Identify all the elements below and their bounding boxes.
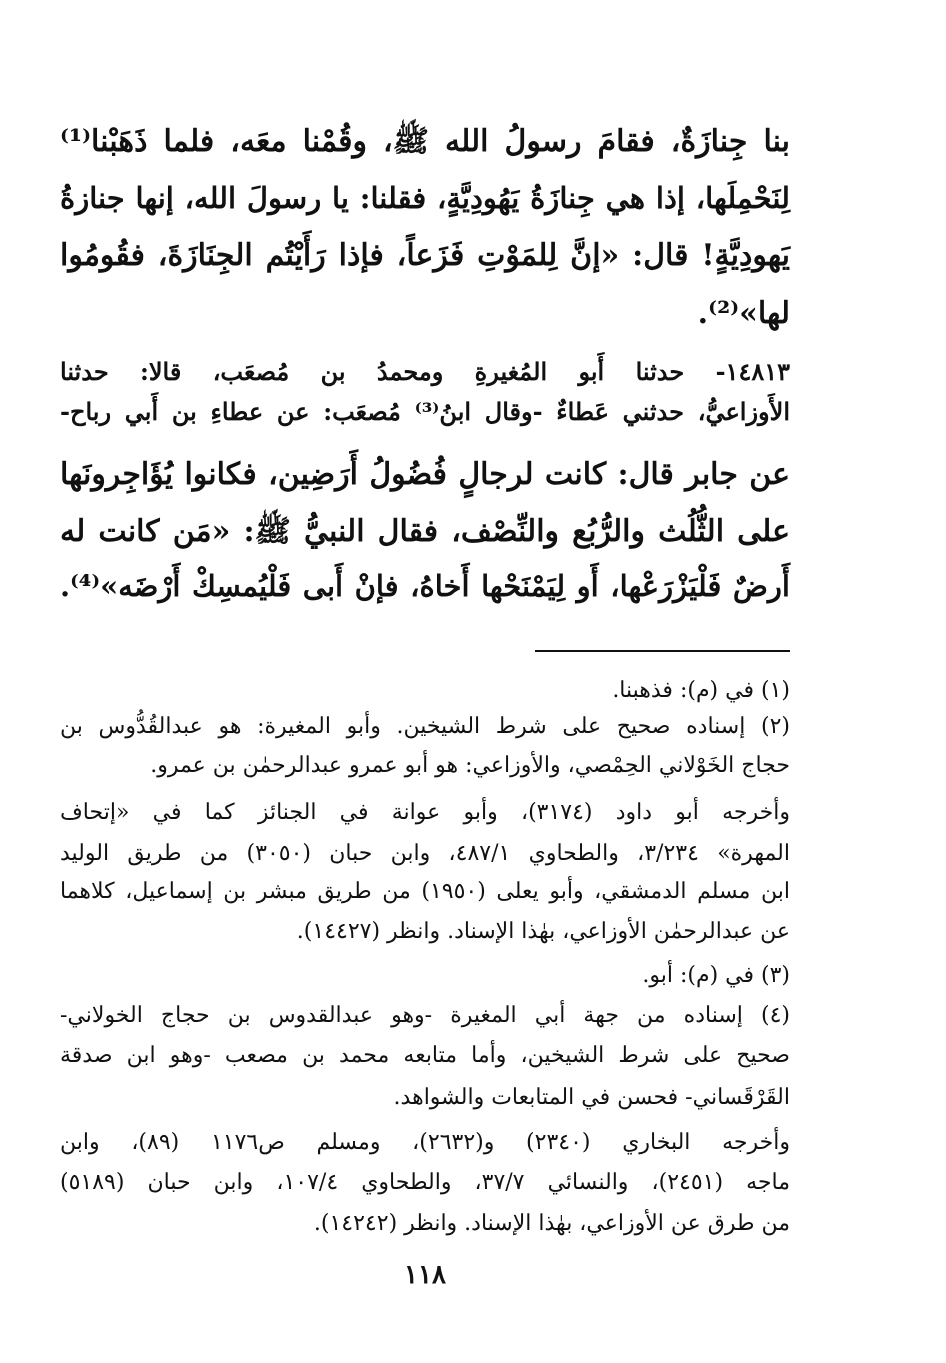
isnad-line: ١٤٨١٣- حدثنا أَبو المُغيرةِ ومحمدُ بن مُصعَب، قالا: حدثنا xyxy=(60,357,790,386)
footnote-line: وأخرجه أبو داود (٣١٧٤)، وأبو عوانة في الجنائز كما في «إتحاف xyxy=(60,800,790,825)
footnote-line: (٤) إسناده من جهة أبي المغيرة -وهو عبدالقدوس بن حجاج الخولاني- xyxy=(60,1003,790,1028)
footnote-line: عن عبدالرحمٰن الأوزاعي، بهٰذا الإسناد. وانظر (١٤٤٢٧). xyxy=(296,919,790,944)
footnote-line: وأخرجه البخاري (٢٣٤٠) و(٢٦٣٢)، ومسلم ص١١٧٦ (٨٩)، وابن xyxy=(60,1130,790,1155)
footnote-line: حجاج الخَوْلاني الحِمْصي، والأوزاعي: هو أبو عمرو عبدالرحمٰن بن عمرو. xyxy=(150,753,790,778)
matn-line: عن جابر قال: كانت لرجالٍ فُضُولُ أَرَضِين، فكانوا يُؤَاجِرونَها xyxy=(60,457,790,492)
footnote-line: (٣) في (م): أبو. xyxy=(642,963,790,988)
matn-line: أَرضٌ فَلْيَزْرَعْها، أَو لِيَمْنَحْها أَخاهُ، فإنْ أَبى فَلْيُمسِكْ أَرْضَه»⁽⁴⁾. xyxy=(60,569,790,603)
footnote-line: القَرْقَساني- فحسن في المتابعات والشواهد. xyxy=(393,1085,790,1110)
isnad-line: الأَوزاعيُّ، حدثني عَطاءٌ -وقال ابنُ⁽³⁾ مُصعَب: عن عطاءِ بن أَبي رباح- xyxy=(60,397,790,426)
footnote-line: (٢) إسناده صحيح على شرط الشيخين. وأبو المغيرة: هو عبدالقُدُّوس بن xyxy=(60,714,790,739)
page-number: ١١٨ xyxy=(404,1260,446,1290)
footnote-line: ماجه (٢٤٥١)، والنسائي ٣٧/٧، والطحاوي ١٠٧/٤، وابن حبان (٥١٨٩) xyxy=(60,1170,790,1195)
text-line: بنا جِنازَةٌ، فقامَ رسولُ الله ﷺ، وقُمْنا معَه، فلما ذَهَبْنا⁽¹⁾ xyxy=(60,124,790,159)
text-line: يَهودِيَّةٍ! قال: «إنَّ لِلمَوْتِ فَزَعاً، فإذا رَأَيْتُم الجِنَازَةَ، فقُومُوا xyxy=(60,238,790,273)
matn-line: على الثُّلُث والرُّبُع والنِّصْف، فقال النبيُّ ﷺ: «مَن كانت له xyxy=(60,514,790,549)
text-line: لها»⁽²⁾. xyxy=(697,296,790,331)
footnote-line: المهرة» ٣/٢٣٤، والطحاوي ٤٨٧/١، وابن حبان (٣٠٥٠) من طريق الوليد xyxy=(60,841,790,866)
text-line: لِنَحْمِلَها، إذا هي جِنازَةُ يَهُودِيَّةٍ، فقلنا: يا رسولَ الله، إنها جنازةُ xyxy=(60,181,790,215)
footnote-line: ابن مسلم الدمشقي، وأبو يعلى (١٩٥٠) من طريق مبشر بن إسماعيل، كلاهما xyxy=(60,879,790,904)
footnote-line: (١) في (م): فذهبنا. xyxy=(612,678,790,703)
footnote-line: من طرق عن الأوزاعي، بهٰذا الإسناد. وانظر (١٤٢٤٢). xyxy=(313,1211,790,1236)
footnote-divider xyxy=(535,650,790,652)
footnote-line: صحيح على شرط الشيخين، وأما متابعه محمد بن مصعب -وهو ابن صدقة xyxy=(60,1043,790,1068)
book-page xyxy=(60,0,790,1363)
